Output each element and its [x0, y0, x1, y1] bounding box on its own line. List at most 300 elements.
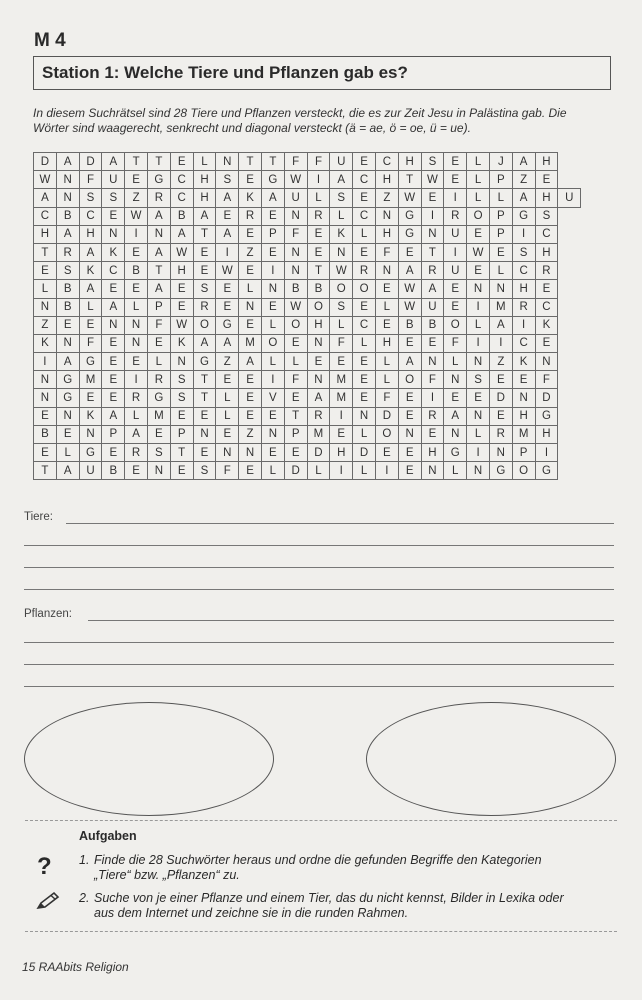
grid-cell[interactable]: A	[489, 316, 512, 334]
grid-cell[interactable]: E	[489, 407, 512, 425]
grid-cell[interactable]: H	[512, 280, 535, 298]
grid-cell[interactable]: B	[56, 207, 79, 225]
grid-cell[interactable]: G	[79, 444, 102, 462]
grid-cell[interactable]: E	[34, 262, 57, 280]
grid-cell[interactable]: W	[421, 171, 444, 189]
grid-cell[interactable]: I	[330, 407, 353, 425]
grid-cell[interactable]: E	[193, 262, 216, 280]
grid-cell[interactable]: W	[398, 298, 421, 316]
grid-cell[interactable]: T	[170, 444, 193, 462]
grid-cell[interactable]: E	[239, 462, 262, 480]
grid-cell[interactable]: E	[102, 371, 125, 389]
grid-cell[interactable]: Z	[125, 189, 148, 207]
grid-cell[interactable]: K	[79, 262, 102, 280]
grid-cell[interactable]: H	[535, 425, 558, 443]
grid-cell[interactable]: U	[330, 153, 353, 171]
grid-cell[interactable]: T	[193, 389, 216, 407]
grid-cell[interactable]: U	[102, 171, 125, 189]
grid-cell[interactable]: E	[170, 462, 193, 480]
grid-cell[interactable]: O	[284, 316, 307, 334]
grid-cell[interactable]: N	[467, 280, 490, 298]
grid-cell[interactable]: E	[239, 225, 262, 243]
grid-cell[interactable]: G	[512, 207, 535, 225]
grid-cell[interactable]: I	[125, 225, 148, 243]
grid-cell[interactable]: N	[56, 334, 79, 352]
grid-cell[interactable]: G	[56, 389, 79, 407]
grid-cell[interactable]: A	[216, 334, 239, 352]
grid-cell[interactable]: D	[375, 407, 398, 425]
grid-cell[interactable]: B	[398, 316, 421, 334]
grid-cell[interactable]: V	[261, 389, 284, 407]
grid-cell[interactable]: H	[170, 262, 193, 280]
grid-cell[interactable]: E	[34, 407, 57, 425]
grid-cell[interactable]: L	[467, 171, 490, 189]
grid-cell[interactable]: L	[467, 425, 490, 443]
grid-cell[interactable]: O	[261, 334, 284, 352]
grid-cell[interactable]: T	[307, 262, 330, 280]
drawing-frame-left[interactable]	[24, 702, 274, 816]
grid-cell[interactable]: E	[261, 243, 284, 261]
grid-cell[interactable]: T	[125, 153, 148, 171]
grid-cell[interactable]: H	[398, 153, 421, 171]
grid-cell[interactable]: W	[125, 207, 148, 225]
grid-cell[interactable]: A	[102, 298, 125, 316]
grid-cell[interactable]: E	[307, 225, 330, 243]
grid-cell[interactable]: P	[489, 207, 512, 225]
grid-cell[interactable]: F	[284, 225, 307, 243]
grid-cell[interactable]: W	[216, 262, 239, 280]
grid-cell[interactable]: A	[398, 353, 421, 371]
grid-cell[interactable]: S	[216, 171, 239, 189]
grid-cell[interactable]: E	[102, 280, 125, 298]
grid-cell[interactable]: N	[147, 225, 170, 243]
grid-cell[interactable]: R	[444, 207, 467, 225]
grid-cell[interactable]: B	[125, 262, 148, 280]
grid-cell[interactable]: D	[284, 462, 307, 480]
grid-cell[interactable]: G	[535, 407, 558, 425]
grid-cell[interactable]: L	[56, 444, 79, 462]
grid-cell[interactable]: E	[398, 444, 421, 462]
grid-cell[interactable]: E	[170, 280, 193, 298]
grid-cell[interactable]: C	[353, 171, 376, 189]
grid-cell[interactable]: B	[307, 280, 330, 298]
grid-cell[interactable]: R	[125, 389, 148, 407]
grid-cell[interactable]: I	[330, 462, 353, 480]
grid-cell[interactable]: S	[147, 444, 170, 462]
grid-cell[interactable]: A	[398, 262, 421, 280]
grid-cell[interactable]: E	[34, 444, 57, 462]
grid-cell[interactable]: E	[102, 353, 125, 371]
grid-cell[interactable]: N	[216, 153, 239, 171]
grid-cell[interactable]: L	[147, 353, 170, 371]
grid-cell[interactable]: E	[193, 407, 216, 425]
tiere-line-4[interactable]	[24, 589, 614, 590]
grid-cell[interactable]: R	[307, 207, 330, 225]
grid-cell[interactable]: E	[170, 153, 193, 171]
grid-cell[interactable]: C	[170, 171, 193, 189]
grid-cell[interactable]: I	[512, 316, 535, 334]
grid-cell[interactable]: I	[421, 207, 444, 225]
grid-cell[interactable]: E	[535, 334, 558, 352]
grid-cell[interactable]: C	[512, 334, 535, 352]
grid-cell[interactable]: N	[125, 316, 148, 334]
grid-cell[interactable]: C	[170, 189, 193, 207]
grid-cell[interactable]: W	[398, 280, 421, 298]
grid-cell[interactable]: E	[467, 262, 490, 280]
grid-cell[interactable]: N	[216, 444, 239, 462]
grid-cell[interactable]: T	[147, 153, 170, 171]
grid-cell[interactable]: E	[375, 316, 398, 334]
grid-cell[interactable]: L	[34, 280, 57, 298]
grid-cell[interactable]: T	[193, 225, 216, 243]
drawing-frame-right[interactable]	[366, 702, 616, 816]
grid-cell[interactable]: N	[56, 189, 79, 207]
grid-cell[interactable]: S	[102, 189, 125, 207]
grid-cell[interactable]: E	[125, 353, 148, 371]
grid-cell[interactable]: I	[125, 371, 148, 389]
grid-cell[interactable]: N	[535, 353, 558, 371]
grid-cell[interactable]: T	[34, 462, 57, 480]
grid-cell[interactable]: F	[444, 334, 467, 352]
grid-cell[interactable]: I	[216, 243, 239, 261]
grid-cell[interactable]: K	[239, 189, 262, 207]
grid-cell[interactable]: P	[102, 425, 125, 443]
grid-cell[interactable]: E	[239, 171, 262, 189]
grid-cell[interactable]: I	[535, 444, 558, 462]
grid-cell[interactable]: S	[330, 298, 353, 316]
grid-cell[interactable]: H	[307, 316, 330, 334]
grid-cell[interactable]: L	[444, 353, 467, 371]
grid-cell[interactable]: L	[444, 462, 467, 480]
grid-cell[interactable]: B	[56, 298, 79, 316]
grid-cell[interactable]: A	[125, 425, 148, 443]
grid-cell[interactable]: E	[444, 171, 467, 189]
grid-cell[interactable]: E	[353, 298, 376, 316]
grid-cell[interactable]: E	[353, 243, 376, 261]
grid-cell[interactable]: P	[512, 444, 535, 462]
grid-cell[interactable]: G	[147, 171, 170, 189]
grid-cell[interactable]: N	[489, 280, 512, 298]
grid-cell[interactable]: N	[284, 207, 307, 225]
grid-cell[interactable]: C	[375, 153, 398, 171]
grid-cell[interactable]: A	[307, 389, 330, 407]
grid-cell[interactable]: J	[489, 153, 512, 171]
grid-cell[interactable]: N	[467, 353, 490, 371]
grid-cell[interactable]: M	[330, 389, 353, 407]
grid-cell[interactable]: P	[489, 171, 512, 189]
grid-cell[interactable]: E	[216, 280, 239, 298]
grid-cell[interactable]: U	[284, 189, 307, 207]
grid-cell[interactable]: A	[330, 171, 353, 189]
grid-cell[interactable]: Z	[375, 189, 398, 207]
grid-cell[interactable]: T	[421, 243, 444, 261]
grid-cell[interactable]: O	[307, 298, 330, 316]
grid-cell[interactable]: W	[467, 243, 490, 261]
grid-cell[interactable]: E	[239, 371, 262, 389]
grid-cell[interactable]: A	[193, 207, 216, 225]
grid-cell[interactable]: E	[261, 444, 284, 462]
grid-cell[interactable]: E	[216, 298, 239, 316]
grid-cell[interactable]: S	[170, 371, 193, 389]
grid-cell[interactable]: E	[307, 353, 330, 371]
grid-cell[interactable]: G	[398, 225, 421, 243]
grid-cell[interactable]: F	[375, 389, 398, 407]
grid-cell[interactable]: F	[284, 153, 307, 171]
grid-cell[interactable]: I	[421, 389, 444, 407]
grid-cell[interactable]: W	[34, 171, 57, 189]
grid-cell[interactable]: L	[261, 462, 284, 480]
grid-cell[interactable]: O	[512, 462, 535, 480]
grid-cell[interactable]: N	[261, 280, 284, 298]
grid-cell[interactable]: M	[330, 371, 353, 389]
grid-cell[interactable]: H	[535, 153, 558, 171]
grid-cell[interactable]: F	[79, 171, 102, 189]
grid-cell[interactable]: E	[398, 334, 421, 352]
grid-cell[interactable]: L	[307, 462, 330, 480]
grid-cell[interactable]: S	[512, 243, 535, 261]
grid-cell[interactable]: E	[421, 425, 444, 443]
grid-cell[interactable]: S	[535, 207, 558, 225]
grid-cell[interactable]: G	[216, 316, 239, 334]
grid-cell[interactable]: E	[467, 225, 490, 243]
grid-cell[interactable]: L	[284, 353, 307, 371]
grid-cell[interactable]: E	[239, 389, 262, 407]
grid-cell[interactable]: F	[307, 153, 330, 171]
grid-cell[interactable]: L	[193, 153, 216, 171]
grid-cell[interactable]: C	[353, 316, 376, 334]
grid-cell[interactable]: K	[102, 243, 125, 261]
grid-cell[interactable]: E	[79, 389, 102, 407]
grid-cell[interactable]: E	[444, 389, 467, 407]
grid-cell[interactable]: A	[444, 407, 467, 425]
grid-cell[interactable]: N	[512, 389, 535, 407]
grid-cell[interactable]: R	[125, 444, 148, 462]
grid-cell[interactable]: H	[535, 243, 558, 261]
grid-cell[interactable]: E	[353, 371, 376, 389]
grid-cell[interactable]: E	[398, 462, 421, 480]
grid-cell[interactable]: E	[147, 334, 170, 352]
grid-cell[interactable]: B	[56, 280, 79, 298]
grid-cell[interactable]: F	[284, 371, 307, 389]
grid-cell[interactable]: L	[375, 371, 398, 389]
grid-cell[interactable]: N	[34, 371, 57, 389]
grid-cell[interactable]: U	[421, 298, 444, 316]
grid-cell[interactable]: L	[353, 425, 376, 443]
grid-cell[interactable]: Z	[489, 353, 512, 371]
pflanzen-line-2[interactable]	[24, 642, 614, 643]
grid-cell[interactable]: N	[444, 371, 467, 389]
grid-cell[interactable]: E	[239, 407, 262, 425]
grid-cell[interactable]: H	[375, 225, 398, 243]
grid-cell[interactable]: R	[239, 207, 262, 225]
grid-cell[interactable]: N	[56, 171, 79, 189]
grid-cell[interactable]: L	[489, 189, 512, 207]
grid-cell[interactable]: A	[261, 189, 284, 207]
grid-cell[interactable]: E	[125, 171, 148, 189]
grid-cell[interactable]: N	[102, 225, 125, 243]
grid-cell[interactable]: G	[398, 207, 421, 225]
grid-cell[interactable]: E	[261, 407, 284, 425]
grid-cell[interactable]: B	[284, 280, 307, 298]
grid-cell[interactable]: N	[307, 334, 330, 352]
grid-cell[interactable]: E	[421, 189, 444, 207]
grid-cell[interactable]: I	[261, 262, 284, 280]
grid-cell[interactable]: A	[147, 207, 170, 225]
grid-cell[interactable]: P	[284, 425, 307, 443]
grid-cell[interactable]: S	[193, 280, 216, 298]
grid-cell[interactable]: E	[125, 462, 148, 480]
grid-cell[interactable]: L	[261, 316, 284, 334]
grid-cell[interactable]: E	[398, 243, 421, 261]
grid-cell[interactable]: E	[102, 334, 125, 352]
grid-cell[interactable]: K	[330, 225, 353, 243]
grid-cell[interactable]: A	[512, 153, 535, 171]
grid-cell[interactable]: K	[512, 353, 535, 371]
grid-cell[interactable]: C	[535, 298, 558, 316]
grid-cell[interactable]: R	[193, 298, 216, 316]
grid-cell[interactable]: G	[56, 371, 79, 389]
grid-cell[interactable]: I	[444, 243, 467, 261]
grid-cell[interactable]: N	[467, 407, 490, 425]
grid-cell[interactable]: T	[398, 171, 421, 189]
grid-cell[interactable]: A	[512, 189, 535, 207]
grid-cell[interactable]: C	[535, 225, 558, 243]
grid-cell[interactable]: F	[375, 243, 398, 261]
grid-cell[interactable]: Z	[34, 316, 57, 334]
grid-cell[interactable]: W	[170, 316, 193, 334]
grid-cell[interactable]: L	[467, 316, 490, 334]
grid-cell[interactable]: L	[467, 153, 490, 171]
grid-cell[interactable]: M	[147, 407, 170, 425]
grid-cell[interactable]: B	[102, 462, 125, 480]
grid-cell[interactable]: E	[375, 280, 398, 298]
grid-cell[interactable]: L	[467, 189, 490, 207]
grid-cell[interactable]: E	[193, 243, 216, 261]
grid-cell[interactable]: R	[353, 262, 376, 280]
grid-cell[interactable]: E	[102, 207, 125, 225]
grid-cell[interactable]: E	[535, 280, 558, 298]
grid-cell[interactable]: U	[558, 189, 581, 207]
grid-cell[interactable]: C	[79, 207, 102, 225]
grid-cell[interactable]: B	[170, 207, 193, 225]
grid-cell[interactable]: R	[421, 262, 444, 280]
grid-cell[interactable]: A	[79, 280, 102, 298]
grid-cell[interactable]: C	[102, 262, 125, 280]
grid-cell[interactable]: A	[79, 243, 102, 261]
grid-cell[interactable]: N	[330, 243, 353, 261]
grid-cell[interactable]: A	[34, 189, 57, 207]
grid-cell[interactable]: E	[353, 389, 376, 407]
grid-cell[interactable]: M	[512, 425, 535, 443]
grid-cell[interactable]: W	[398, 189, 421, 207]
grid-cell[interactable]: G	[193, 353, 216, 371]
pflanzen-line-1[interactable]	[88, 620, 614, 621]
grid-cell[interactable]: A	[193, 334, 216, 352]
grid-cell[interactable]: T	[34, 243, 57, 261]
grid-cell[interactable]: E	[375, 444, 398, 462]
grid-cell[interactable]: L	[79, 298, 102, 316]
grid-cell[interactable]: S	[56, 262, 79, 280]
tiere-line-1[interactable]	[66, 523, 614, 524]
grid-cell[interactable]: E	[170, 298, 193, 316]
grid-cell[interactable]: L	[375, 298, 398, 316]
grid-cell[interactable]: G	[489, 462, 512, 480]
grid-cell[interactable]: C	[353, 207, 376, 225]
grid-cell[interactable]: E	[444, 153, 467, 171]
grid-cell[interactable]: H	[34, 225, 57, 243]
grid-cell[interactable]: I	[34, 353, 57, 371]
grid-cell[interactable]: N	[34, 298, 57, 316]
grid-cell[interactable]: N	[56, 407, 79, 425]
grid-cell[interactable]: N	[307, 371, 330, 389]
grid-cell[interactable]: E	[353, 353, 376, 371]
grid-cell[interactable]: M	[307, 425, 330, 443]
grid-cell[interactable]: E	[489, 371, 512, 389]
grid-cell[interactable]: A	[216, 225, 239, 243]
grid-cell[interactable]: D	[79, 153, 102, 171]
grid-cell[interactable]: H	[535, 189, 558, 207]
grid-cell[interactable]: I	[375, 462, 398, 480]
grid-cell[interactable]: Z	[216, 353, 239, 371]
grid-cell[interactable]: N	[353, 407, 376, 425]
grid-cell[interactable]: E	[193, 444, 216, 462]
grid-cell[interactable]: D	[489, 389, 512, 407]
grid-cell[interactable]: R	[512, 298, 535, 316]
grid-cell[interactable]: E	[239, 316, 262, 334]
grid-cell[interactable]: P	[170, 425, 193, 443]
grid-cell[interactable]: F	[79, 334, 102, 352]
grid-cell[interactable]: O	[353, 280, 376, 298]
grid-cell[interactable]: N	[102, 316, 125, 334]
grid-cell[interactable]: I	[444, 189, 467, 207]
grid-cell[interactable]: N	[284, 243, 307, 261]
grid-cell[interactable]: O	[193, 316, 216, 334]
grid-cell[interactable]: E	[535, 171, 558, 189]
grid-cell[interactable]: F	[216, 462, 239, 480]
grid-cell[interactable]: L	[239, 280, 262, 298]
grid-cell[interactable]: U	[79, 462, 102, 480]
grid-cell[interactable]: B	[34, 425, 57, 443]
grid-cell[interactable]: Z	[512, 171, 535, 189]
grid-cell[interactable]: H	[193, 189, 216, 207]
grid-cell[interactable]: N	[170, 353, 193, 371]
pflanzen-line-3[interactable]	[24, 664, 614, 665]
grid-cell[interactable]: E	[330, 425, 353, 443]
grid-cell[interactable]: M	[79, 371, 102, 389]
grid-cell[interactable]: E	[353, 189, 376, 207]
grid-cell[interactable]: A	[56, 462, 79, 480]
grid-cell[interactable]: O	[375, 425, 398, 443]
grid-cell[interactable]: B	[421, 316, 444, 334]
grid-cell[interactable]: S	[330, 189, 353, 207]
grid-cell[interactable]: N	[375, 262, 398, 280]
grid-cell[interactable]: S	[79, 189, 102, 207]
grid-cell[interactable]: P	[261, 225, 284, 243]
grid-cell[interactable]: N	[398, 425, 421, 443]
grid-cell[interactable]: W	[284, 171, 307, 189]
grid-cell[interactable]: E	[216, 207, 239, 225]
grid-cell[interactable]: M	[489, 298, 512, 316]
grid-cell[interactable]: F	[421, 371, 444, 389]
grid-cell[interactable]: E	[421, 334, 444, 352]
grid-cell[interactable]: A	[239, 353, 262, 371]
grid-cell[interactable]: O	[467, 207, 490, 225]
grid-cell[interactable]: E	[444, 298, 467, 316]
grid-cell[interactable]: I	[489, 334, 512, 352]
grid-cell[interactable]: N	[34, 389, 57, 407]
grid-cell[interactable]: E	[261, 298, 284, 316]
grid-cell[interactable]: N	[147, 462, 170, 480]
